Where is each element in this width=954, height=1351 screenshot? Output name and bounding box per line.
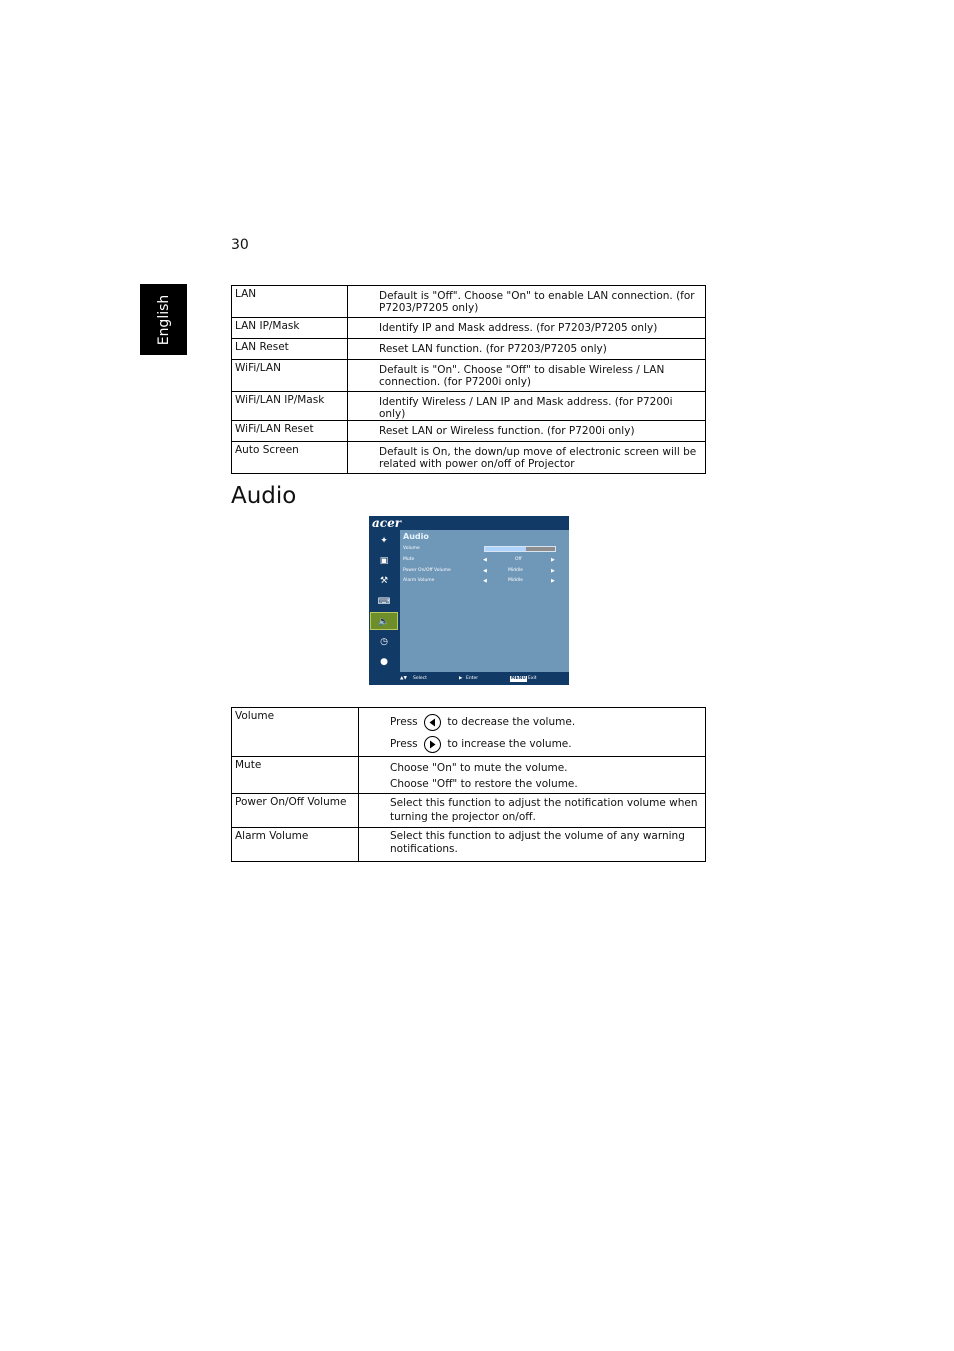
osd-item-label: Power On/Off Volume xyxy=(403,568,451,573)
osd-item-power-volume xyxy=(403,567,563,575)
acer-logo: acer xyxy=(372,516,402,530)
row-description: Reset LAN function. (for P7203/P7205 only) xyxy=(348,339,706,360)
row-label: Auto Screen xyxy=(232,442,348,474)
arrow-right-icon: ▶ xyxy=(551,578,555,584)
audio-speaker-icon: 🔈 xyxy=(370,612,398,630)
language-icon: ● xyxy=(380,657,388,667)
osd-title: Audio xyxy=(403,532,429,541)
osd-item-label: Mute xyxy=(403,557,415,562)
table-row xyxy=(232,757,706,794)
right-arrow-button-icon xyxy=(424,736,441,753)
arrow-right-icon: ▶ xyxy=(459,676,463,681)
table-row xyxy=(232,286,706,318)
mute-off-text: Choose "Off" to restore the volume. xyxy=(390,778,578,790)
audio-settings-table xyxy=(231,707,706,862)
osd-footer xyxy=(369,672,569,685)
up-down-arrows-icon: ▲▼ xyxy=(400,676,407,681)
row-label: LAN IP/Mask xyxy=(232,318,348,339)
increase-line xyxy=(390,733,699,755)
row-label: Mute xyxy=(232,757,359,794)
arrow-right-icon: ▶ xyxy=(551,557,555,563)
osd-item-label: Volume xyxy=(403,546,420,551)
row-label: WiFi/LAN xyxy=(232,360,348,392)
table-row xyxy=(232,360,706,392)
row-description xyxy=(359,757,706,794)
table-row xyxy=(232,708,706,757)
row-description: Reset LAN or Wireless function. (for P7200i only) xyxy=(348,421,706,442)
color-settings-icon: ✦ xyxy=(380,536,388,546)
footer-select-label: Select xyxy=(413,676,427,681)
osd-item-value: Off xyxy=(515,557,522,562)
row-label: Power On/Off Volume xyxy=(232,794,359,828)
row-label: LAN Reset xyxy=(232,339,348,360)
timer-clock-icon: ◷ xyxy=(380,637,388,647)
arrow-left-icon: ◀ xyxy=(483,557,487,563)
image-settings-icon: ▣ xyxy=(379,556,389,566)
mute-on-text: Choose "On" to mute the volume. xyxy=(390,762,568,774)
increase-text: to increase the volume. xyxy=(447,738,572,750)
row-description: Identify Wireless / LAN IP and Mask address. (for P7200i only) xyxy=(348,392,706,421)
language-tab xyxy=(140,284,187,355)
arrow-left-icon: ◀ xyxy=(483,568,487,574)
row-description: Default is "Off". Choose "On" to enable LAN connection. (for P7203/P7205 only) xyxy=(348,286,706,318)
management-icon: ⌨ xyxy=(377,597,391,607)
section-heading: Audio xyxy=(231,483,297,509)
row-description: Select this function to adjust the notification volume when turning the projector on/off. xyxy=(359,794,706,828)
row-description: Default is On, the down/up move of electronic screen will be related with power on/off of Projector xyxy=(348,442,706,474)
table-row xyxy=(232,421,706,442)
left-arrow-button-icon xyxy=(424,714,441,731)
osd-item-volume xyxy=(403,545,563,553)
arrow-right-icon: ▶ xyxy=(551,568,555,574)
row-description: Default is "On". Choose "Off" to disable Wireless / LAN connection. (for P7200i only) xyxy=(348,360,706,392)
lan-settings-table xyxy=(231,285,706,474)
row-label: LAN xyxy=(232,286,348,318)
row-label: Volume xyxy=(232,708,359,757)
row-label: WiFi/LAN IP/Mask xyxy=(232,392,348,421)
arrow-left-icon: ◀ xyxy=(483,578,487,584)
table-row xyxy=(232,318,706,339)
osd-item-alarm-volume xyxy=(403,577,563,585)
menu-key-badge: MENU xyxy=(511,675,526,681)
press-text: Press xyxy=(390,738,418,750)
page-number: 30 xyxy=(231,237,249,253)
osd-item-value: Middle xyxy=(508,568,523,573)
row-description xyxy=(359,708,706,757)
decrease-text: to decrease the volume. xyxy=(447,716,576,728)
osd-item-label: Alarm Volume xyxy=(403,578,435,583)
osd-panel xyxy=(400,530,569,672)
row-label: WiFi/LAN Reset xyxy=(232,421,348,442)
row-description: Select this function to adjust the volume of any warning notifications. xyxy=(359,828,706,862)
table-row xyxy=(232,794,706,828)
table-row xyxy=(232,442,706,474)
table-row xyxy=(232,828,706,862)
table-row xyxy=(232,339,706,360)
decrease-line xyxy=(390,711,699,733)
osd-sidebar xyxy=(369,530,400,672)
press-text: Press xyxy=(390,716,418,728)
osd-audio-menu-screenshot xyxy=(369,516,569,685)
osd-item-value: Middle xyxy=(508,578,523,583)
osd-item-mute xyxy=(403,556,563,564)
volume-level-fill xyxy=(485,547,526,551)
settings-wrench-icon: ⚒ xyxy=(379,576,389,586)
language-tab-label: English xyxy=(155,294,172,345)
footer-enter-label: Enter xyxy=(466,676,479,681)
footer-exit-label: Exit xyxy=(528,676,537,681)
row-description: Identify IP and Mask address. (for P7203/P7205 only) xyxy=(348,318,706,339)
table-row xyxy=(232,392,706,421)
row-label: Alarm Volume xyxy=(232,828,359,862)
volume-level-bar xyxy=(484,546,556,552)
